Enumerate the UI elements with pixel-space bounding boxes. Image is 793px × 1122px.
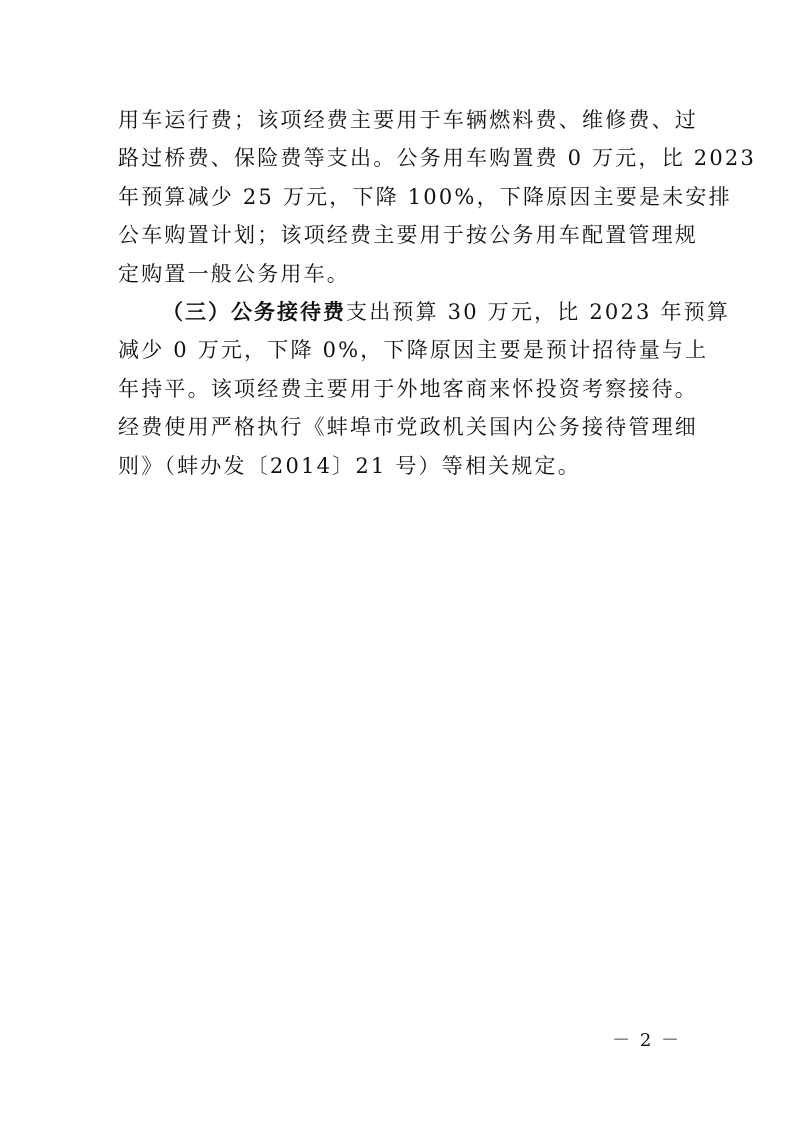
section-3-line-3: 年持平。该项经费主要用于外地客商来怀投资考察接待。: [118, 376, 698, 401]
section-3-first-line: [118, 293, 731, 331]
section-3-line-5: 则》（蚌办发〔2014〕21 号）等相关规定。: [118, 453, 581, 478]
section-3-line-4: 经费使用严格执行《蚌埠市党政机关国内公务接待管理细: [118, 415, 698, 440]
body-line-5: 定购置一般公务用车。: [118, 261, 350, 286]
section-3-line-2: 减少 0 万元，下降 0%，下降原因主要是预计招待量与上: [118, 338, 709, 363]
section-3-heading: （三）公务接待费: [162, 298, 346, 324]
section-3-line-1-text: 支出预算 30 万元，比 2023 年预算: [346, 299, 731, 324]
body-line-1: 用车运行费；该项经费主要用于车辆燃料费、维修费、过: [118, 108, 698, 132]
page-number: － 2 －: [612, 1030, 681, 1051]
body-line-3: 年预算减少 25 万元，下降 100%，下降原因主要是未安排: [118, 184, 732, 209]
body-line-4: 公车购置计划；该项经费主要用于按公务用车配置管理规: [118, 223, 698, 248]
document-body: [118, 101, 757, 485]
body-line-2: 路过桥费、保险费等支出。公务用车购置费 0 万元，比 2023: [118, 146, 757, 171]
